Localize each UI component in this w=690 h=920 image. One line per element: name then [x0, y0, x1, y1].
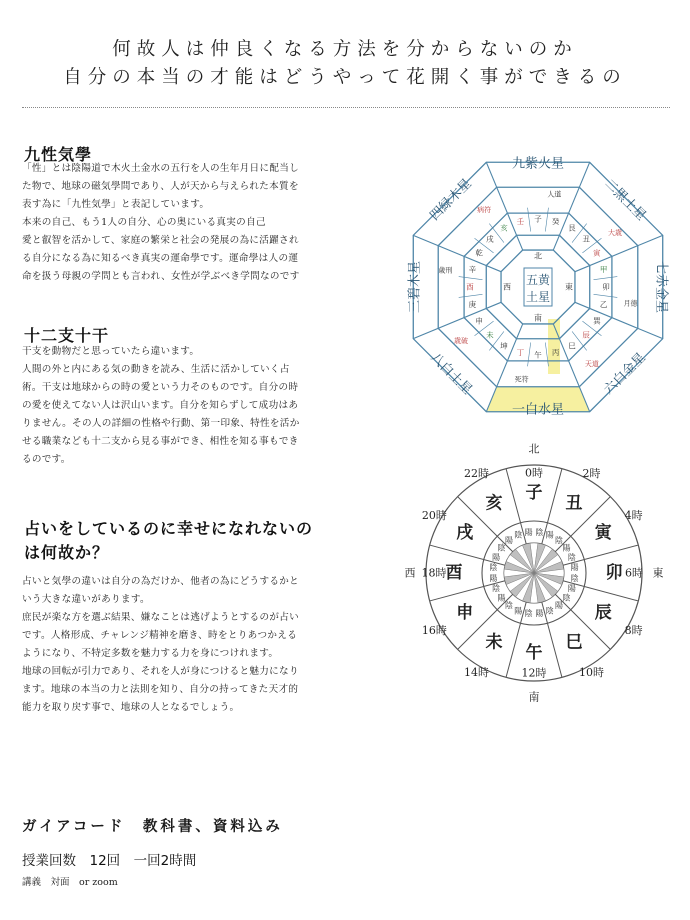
stem-label: 辛: [468, 264, 477, 274]
direction-label: 北: [534, 251, 542, 261]
yin-yang-label: 陰: [562, 593, 571, 603]
lesson-format: 講義 対面 or zoom: [22, 877, 118, 888]
section-title-eto: 十二支十干: [24, 326, 110, 345]
section-title-kyusei: 九性気學: [24, 145, 93, 164]
stem-label: 甲: [599, 264, 608, 274]
text-line: 命を扱う母親の学問とも言われ、女性が学ぶべき学問なのです: [22, 271, 300, 282]
center-star-line1: 五黄: [525, 273, 551, 287]
zodiac-animal: 未: [485, 632, 503, 653]
text-line: る自分になる為に知るべき真実の運命學です。運命學は人の運: [22, 253, 299, 264]
text-line: の愛を使えてない人は沢山います。自分を知らずして成功はあ: [22, 400, 299, 411]
deity-label: 病符: [477, 205, 492, 214]
stem-label: 巳: [568, 341, 576, 351]
star-name: 六白金星: [601, 350, 649, 398]
stem-label: 未: [486, 330, 494, 340]
yin-yang-label: 陰: [505, 601, 514, 611]
deity-label: 天道: [584, 360, 599, 369]
text-line: 能力を取り戻す事で、地球の人となるでしょう。: [22, 702, 240, 713]
yin-yang-label: 陰: [570, 573, 579, 583]
sub-divider: [528, 208, 531, 232]
hour-label: 2時: [582, 466, 601, 480]
deity-label: 死符: [514, 375, 529, 384]
sub-divider: [459, 277, 483, 280]
hour-label: 12時: [521, 666, 547, 680]
text-line: 地球の回転が引力であり、それを人が身につけると魅力になり: [22, 666, 299, 677]
text-line: りません。その人の詳細の性格や行動、第一印象、特性を活か: [22, 418, 300, 429]
deity-label: 大歳: [608, 229, 623, 238]
hour-label: 8時: [624, 624, 643, 637]
stem-label: 坤: [500, 341, 508, 351]
text-line: ます。地球の本当の力と法則を知り、自分の持ってきた天才的: [22, 684, 299, 695]
text-line: 人間の外と内にある気の動きを読み、生活に活かしていく占: [22, 364, 290, 375]
compass-direction: 西: [405, 566, 416, 580]
star-name: 七赤金星: [653, 260, 669, 314]
highlight-box: [548, 319, 560, 374]
stem-label: 午: [534, 350, 542, 360]
sub-divider: [459, 294, 483, 297]
direction-label: 南: [534, 313, 542, 323]
text-line: るのです。: [22, 454, 71, 465]
stem-label: 庚: [468, 300, 477, 310]
zodiac-animal: 丑: [565, 493, 583, 514]
stem-label: 戌: [486, 234, 494, 244]
text-line: 表す為に「九性気學」と表記しています。: [22, 199, 210, 210]
zodiac-wheel-diagram: [405, 440, 663, 706]
yin-yang-label: 陰: [492, 584, 501, 594]
zodiac-animal: 酉: [445, 563, 463, 583]
text-line: ようになり、不特定多数を魅力する力を身につけれます。: [22, 648, 279, 659]
direction-label: 西: [503, 282, 511, 292]
hour-label: 20時: [421, 509, 447, 522]
yin-yang-label: 陽: [524, 527, 533, 537]
lesson-count: 授業回数 12回 一回2時間: [22, 853, 197, 869]
yin-yang-label: 陽: [497, 593, 506, 603]
yin-yang-label: 陰: [497, 543, 506, 553]
hour-label: 6時: [625, 566, 643, 580]
star-name: 三碧木星: [407, 260, 423, 314]
text-line: いう大きな違いがあります。: [22, 594, 150, 605]
sub-divider: [594, 277, 618, 280]
sub-divider: [545, 343, 548, 367]
yin-yang-label: 陽: [545, 530, 554, 540]
star-name: 九紫火星: [511, 156, 565, 172]
text-line: た物で、地球の磁気學問であり、人が天から与えられた本質を: [22, 181, 299, 192]
stem-label: 丁: [516, 348, 525, 358]
zodiac-animal: 申: [456, 603, 474, 623]
zodiac-animal: 寅: [594, 523, 612, 543]
stem-label: 酉: [466, 282, 474, 292]
yin-yang-label: 陰: [567, 552, 576, 562]
yin-yang-label: 陰: [489, 563, 498, 573]
hour-label: 14時: [464, 666, 489, 680]
compass-direction: 東: [652, 566, 663, 580]
zodiac-animal: 子: [525, 483, 543, 503]
zodiac-animal: 辰: [594, 603, 612, 623]
section-body-eto: [22, 343, 357, 469]
text-line: です。人格形成、チャレンジ精神を磨き、時をとりあつかえる: [22, 630, 298, 641]
yin-yang-label: 陽: [535, 609, 544, 619]
yin-yang-label: 陽: [562, 543, 571, 553]
stem-label: 辰: [582, 330, 590, 340]
sub-divider: [545, 208, 548, 232]
text-line: 愛と叡智を活かして、家庭の繁栄と社会の発展の為に活躍され: [22, 235, 299, 246]
stem-label: 丑: [582, 234, 590, 244]
header-line-1: 何故人は仲良くなる方法を分からないのか: [112, 39, 578, 60]
title-line: は何故か？: [24, 543, 110, 562]
hour-label: 10時: [579, 666, 604, 680]
zodiac-animal: 戌: [456, 523, 474, 543]
hour-label: 18時: [421, 566, 447, 580]
yin-yang-label: 陽: [570, 563, 579, 573]
text-line: 「性」とは陰陽道で木火土金水の五行を人の生年月日に配当し: [22, 163, 300, 174]
yin-yang-label: 陽: [492, 552, 501, 562]
stem-label: 丙: [551, 348, 560, 358]
stem-label: 巽: [593, 316, 601, 326]
stem-label: 艮: [568, 223, 576, 233]
zodiac-animal: 亥: [485, 493, 503, 514]
text-line: 占いと気學の違いは自分の為だけか、他者の為にどうするかと: [22, 576, 300, 587]
direction-label: 東: [565, 282, 573, 292]
zodiac-animal: 巳: [565, 632, 583, 653]
hour-label: 22時: [464, 466, 489, 480]
hour-label: 4時: [624, 509, 643, 522]
center-star-line2: 土星: [525, 290, 551, 304]
header-line-2: 自分の本当の才能はどうやって花開く事ができるの: [63, 67, 627, 88]
page-header: [0, 36, 690, 92]
yin-yang-label: 陽: [489, 573, 498, 583]
stem-label: 子: [534, 214, 542, 224]
text-line: 術。干支は地球からの時の愛という力そのものです。自分の時: [22, 382, 299, 393]
hour-label: 0時: [525, 466, 543, 480]
stem-label: 壬: [516, 216, 525, 226]
yin-yang-label: 陰: [545, 606, 554, 616]
stem-label: 申: [475, 316, 483, 326]
yin-yang-label: 陽: [554, 601, 563, 611]
star-name: 八白土星: [427, 350, 475, 398]
stem-label: 寅: [593, 248, 601, 258]
stem-label: 亥: [500, 223, 508, 233]
sub-divider: [528, 343, 531, 367]
title-line: 占いをしているのに幸せになれないの: [24, 519, 314, 538]
yin-yang-label: 陰: [514, 530, 523, 540]
header-divider: [22, 107, 670, 108]
stem-label: 癸: [551, 216, 560, 226]
yin-yang-label: 陽: [505, 535, 514, 545]
course-title: ガイアコード 教科書、資料込み: [22, 818, 283, 835]
text-line: せる職業なども十二支から見る事ができ、相性を知る事もでき: [22, 436, 299, 447]
star-name: 四緑木星: [427, 176, 475, 224]
deity-label: 歳刑: [438, 266, 453, 275]
yin-yang-label: 陽: [567, 584, 576, 594]
star-name: 二黒土星: [601, 176, 649, 224]
section-body-kyusei: [22, 160, 357, 286]
nine-star-diagram: [400, 149, 676, 425]
stem-label: 卯: [602, 282, 610, 292]
text-line: 干支を動物だと思っていたら違います。: [22, 346, 200, 357]
zodiac-animal: 卯: [605, 563, 623, 583]
text-line: 本来の自己、もう1人の自分、心の奥にいる真実の自己: [22, 217, 266, 228]
yin-yang-label: 陽: [514, 606, 523, 616]
yin-yang-label: 陰: [524, 609, 533, 619]
star-name: 一白水星: [511, 402, 565, 418]
text-line: 庶民が楽な方を選ぶ結果、嫌なことは逃げようとするのが占い: [22, 612, 300, 623]
compass-direction: 南: [528, 690, 540, 704]
yin-yang-label: 陰: [554, 535, 563, 545]
stem-label: 乾: [475, 248, 483, 258]
zodiac-animal: 午: [525, 643, 543, 663]
section-body-uranai: [22, 573, 357, 717]
section-title-uranai: [24, 517, 313, 565]
compass-direction: 北: [528, 442, 540, 456]
sub-divider: [594, 294, 618, 297]
stem-label: 乙: [599, 300, 608, 310]
deity-label: 歳破: [453, 336, 468, 345]
yin-yang-label: 陰: [535, 527, 544, 537]
deity-label: 人道: [547, 190, 562, 199]
hour-label: 16時: [421, 624, 447, 637]
deity-label: 月徳: [623, 299, 638, 308]
